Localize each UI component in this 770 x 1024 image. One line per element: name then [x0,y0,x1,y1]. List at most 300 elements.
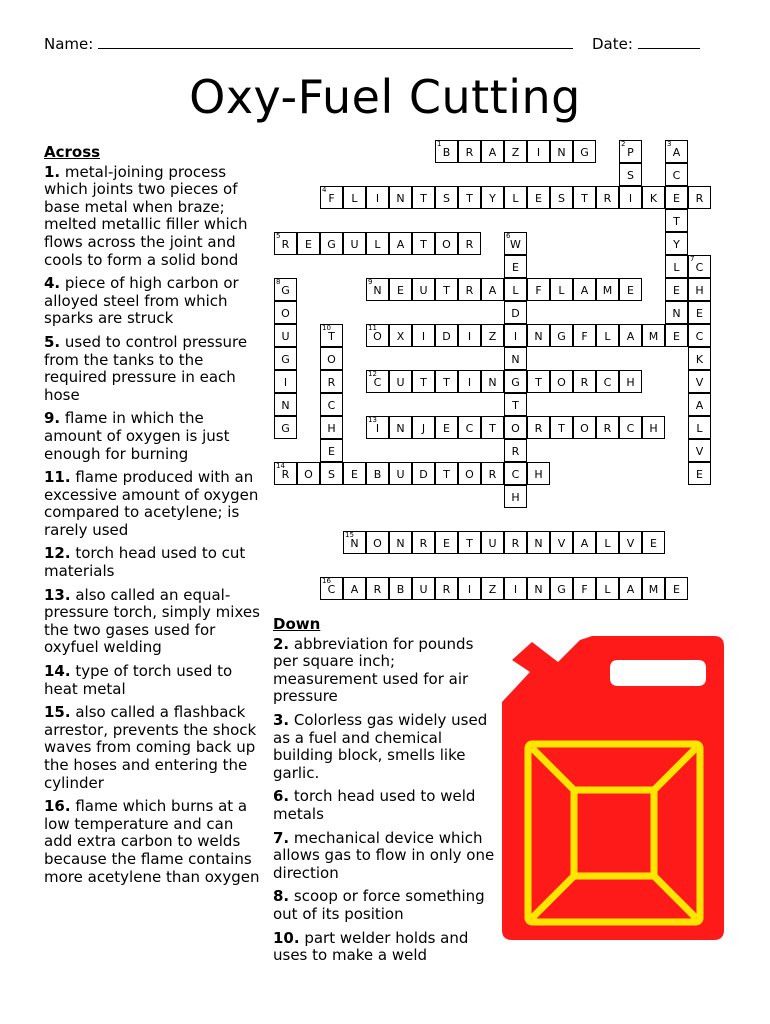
cell-letter: F [581,330,588,343]
grid-cell[interactable] [412,462,435,485]
grid-cell[interactable] [458,462,481,485]
cell-number: 1 [437,140,442,148]
cell-letter: R [281,238,290,251]
grid-cell[interactable] [504,232,527,255]
grid-cell[interactable] [504,531,527,554]
cell-number: 4 [322,186,327,194]
grid-cell[interactable] [274,370,297,393]
grid-cell[interactable] [688,347,711,370]
grid-cell[interactable] [619,577,642,600]
cell-letter: T [443,284,450,297]
grid-cell[interactable] [366,278,389,301]
grid-cell[interactable] [366,531,389,554]
cell-letter: U [419,284,428,297]
cell-letter: L [512,192,519,205]
grid-cell[interactable] [665,301,688,324]
grid-cell[interactable] [320,462,343,485]
cell-letter: A [488,284,497,297]
cell-letter: H [327,422,336,435]
cell-letter: E [535,192,542,205]
grid-cell[interactable] [596,278,619,301]
grid-cell[interactable] [596,186,619,209]
grid-cell[interactable] [412,577,435,600]
grid-cell[interactable] [274,232,297,255]
cell-letter: E [443,537,450,550]
across-clue-1 [44,164,266,270]
grid-cell[interactable] [527,324,550,347]
cell-letter: B [373,468,382,481]
cell-number: 10 [322,324,331,332]
grid-cell[interactable] [665,209,688,232]
grid-cell[interactable] [435,577,458,600]
grid-cell[interactable] [527,140,550,163]
grid-cell[interactable] [688,416,711,439]
grid-cell[interactable] [389,186,412,209]
cell-letter: H [695,284,704,297]
cell-letter: U [281,330,290,343]
grid-cell[interactable] [642,416,665,439]
cell-letter: T [443,468,450,481]
grid-cell[interactable] [366,186,389,209]
cell-letter: E [650,537,657,550]
cell-letter: R [603,422,612,435]
cell-letter: L [351,192,358,205]
grid-cell[interactable] [320,370,343,393]
down-clue-6 [273,788,495,823]
grid-cell[interactable] [274,301,297,324]
cell-letter: K [649,192,658,205]
cell-letter: O [281,307,290,320]
grid-cell[interactable] [619,416,642,439]
grid-cell[interactable] [481,416,504,439]
grid-cell[interactable] [550,577,573,600]
grid-cell[interactable] [619,370,642,393]
date-field[interactable] [592,34,700,53]
across-clues [44,144,266,892]
grid-cell[interactable] [458,140,481,163]
cell-number: 12 [368,370,377,378]
down-list [273,636,495,965]
cell-letter: N [557,146,566,159]
grid-cell[interactable] [343,462,366,485]
grid-cell[interactable] [320,186,343,209]
across-clue-9 [44,410,266,463]
cell-letter: E [673,583,680,596]
grid-cell[interactable] [458,531,481,554]
across-clue-14 [44,663,266,698]
cell-letter: P [627,146,634,159]
clue-number: 7. [273,828,290,847]
grid-cell[interactable] [481,278,504,301]
grid-cell[interactable] [389,416,412,439]
cell-letter: T [489,422,496,435]
cell-letter: R [465,146,474,159]
grid-cell[interactable] [320,232,343,255]
cell-letter: O [304,468,313,481]
cell-number: 14 [276,462,285,470]
grid-cell[interactable] [504,347,527,370]
grid-cell[interactable] [596,531,619,554]
clue-number: 4. [44,274,61,293]
grid-cell[interactable] [458,186,481,209]
cell-letter: T [466,192,473,205]
grid-cell[interactable] [527,278,550,301]
cell-letter: N [511,353,520,366]
grid-cell[interactable] [688,324,711,347]
grid-cell[interactable] [665,255,688,278]
grid-cell[interactable] [412,232,435,255]
grid-cell[interactable] [688,370,711,393]
cell-letter: E [696,307,703,320]
grid-cell[interactable] [274,324,297,347]
grid-cell[interactable] [527,531,550,554]
cell-letter: G [281,284,290,297]
grid-cell[interactable] [665,577,688,600]
clue-number: 2. [273,634,290,653]
grid-cell[interactable] [458,324,481,347]
grid-cell[interactable] [527,370,550,393]
grid-cell[interactable] [366,416,389,439]
jerrycan-handle-hole [610,660,706,686]
grid-cell[interactable] [343,232,366,255]
cell-letter: U [350,238,359,251]
grid-cell[interactable] [274,462,297,485]
cell-letter: G [327,238,336,251]
grid-cell[interactable] [366,324,389,347]
grid-cell[interactable] [573,140,596,163]
cell-letter: A [695,399,704,412]
cell-letter: V [695,445,704,458]
grid-cell[interactable] [504,416,527,439]
grid-cell[interactable] [389,370,412,393]
cell-number: 9 [368,278,373,286]
grid-cell[interactable] [435,232,458,255]
cell-letter: U [488,537,497,550]
cell-letter: T [535,376,542,389]
grid-cell[interactable] [435,140,458,163]
cell-letter: T [443,376,450,389]
grid-cell[interactable] [573,370,596,393]
grid-cell[interactable] [573,577,596,600]
cell-letter: A [672,146,681,159]
grid-cell[interactable] [458,278,481,301]
grid-cell[interactable] [458,370,481,393]
clue-number: 16. [44,797,71,816]
cell-letter: H [534,468,543,481]
grid-cell[interactable] [274,393,297,416]
cell-letter: O [327,353,336,366]
grid-cell[interactable] [688,278,711,301]
grid-cell[interactable] [573,278,596,301]
clue-number: 6. [273,787,290,806]
grid-cell[interactable] [504,577,527,600]
grid-cell[interactable] [665,324,688,347]
grid-cell[interactable] [389,278,412,301]
clue-text: also called a flashback arrestor, prevents the shock waves from coming back up the hoses and entering the cylinder [44,703,257,792]
grid-cell[interactable] [688,186,711,209]
cell-letter: R [327,376,336,389]
across-clue-5 [44,334,266,404]
cell-letter: O [373,537,382,550]
cell-letter: L [673,261,680,274]
cell-letter: E [443,422,450,435]
grid-cell[interactable] [320,416,343,439]
across-clue-13 [44,587,266,657]
grid-cell[interactable] [688,393,711,416]
grid-cell[interactable] [665,140,688,163]
cell-letter: A [396,238,405,251]
grid-cell[interactable] [481,577,504,600]
grid-cell[interactable] [665,232,688,255]
grid-cell[interactable] [458,416,481,439]
grid-cell[interactable] [619,324,642,347]
cell-letter: V [626,537,635,550]
down-clues [273,616,495,971]
cell-number: 15 [345,531,354,539]
grid-cell[interactable] [274,347,297,370]
grid-cell[interactable] [504,278,527,301]
cell-letter: L [604,537,611,550]
grid-cell[interactable] [573,324,596,347]
cell-letter: R [465,238,474,251]
grid-cell[interactable] [596,577,619,600]
cell-letter: R [442,583,451,596]
grid-cell[interactable] [642,186,665,209]
grid-cell[interactable] [389,232,412,255]
grid-cell[interactable] [435,324,458,347]
name-line[interactable] [98,34,573,49]
grid-cell[interactable] [412,324,435,347]
cell-letter: D [419,468,428,481]
grid-cell[interactable] [389,462,412,485]
cell-letter: U [419,583,428,596]
cell-letter: T [420,192,427,205]
cell-letter: C [695,261,704,274]
grid-cell[interactable] [619,186,642,209]
grid-cell[interactable] [504,140,527,163]
grid-cell[interactable] [550,278,573,301]
grid-cell[interactable] [366,370,389,393]
grid-cell[interactable] [550,186,573,209]
cell-letter: T [328,330,335,343]
grid-cell[interactable] [596,324,619,347]
cell-letter: E [512,261,519,274]
grid-cell[interactable] [435,416,458,439]
cell-letter: T [581,192,588,205]
cell-letter: O [442,238,451,251]
grid-cell[interactable] [389,531,412,554]
cell-letter: A [488,146,497,159]
grid-cell[interactable] [481,370,504,393]
cell-letter: O [465,468,474,481]
grid-cell[interactable] [688,255,711,278]
grid-cell[interactable] [504,255,527,278]
grid-cell[interactable] [481,531,504,554]
grid-cell[interactable] [642,531,665,554]
grid-cell[interactable] [435,186,458,209]
grid-cell[interactable] [389,577,412,600]
cell-letter: C [373,376,382,389]
cell-letter: L [374,238,381,251]
clue-number: 5. [44,332,61,351]
grid-cell[interactable] [527,577,550,600]
grid-cell[interactable] [320,577,343,600]
clue-number: 3. [273,710,290,729]
grid-cell[interactable] [412,370,435,393]
grid-cell[interactable] [504,186,527,209]
grid-cell[interactable] [504,324,527,347]
cell-letter: I [513,583,518,596]
cell-letter: M [648,583,659,596]
grid-cell[interactable] [366,577,389,600]
cell-letter: G [511,376,520,389]
grid-cell[interactable] [619,531,642,554]
grid-cell[interactable] [665,163,688,186]
grid-cell[interactable] [665,278,688,301]
grid-cell[interactable] [366,462,389,485]
grid-cell[interactable] [504,439,527,462]
grid-cell[interactable] [573,186,596,209]
cell-letter: E [328,445,335,458]
grid-cell[interactable] [435,531,458,554]
cell-letter: Z [488,583,497,596]
cell-letter: N [488,376,497,389]
grid-cell[interactable] [573,416,596,439]
grid-cell[interactable] [619,163,642,186]
clue-text: type of torch used to heat metal [44,662,233,698]
cell-letter: I [421,330,426,343]
grid-cell[interactable] [481,186,504,209]
grid-cell[interactable] [573,531,596,554]
grid-cell[interactable] [297,232,320,255]
cell-letter: A [580,284,589,297]
cell-letter: R [281,468,290,481]
cell-letter: C [465,422,474,435]
grid-cell[interactable] [504,462,527,485]
clue-text: flame produced with an excessive amount of oxygen compared to acetylene; is rarely used [44,468,259,539]
grid-cell[interactable] [550,324,573,347]
grid-cell[interactable] [642,324,665,347]
clue-text: abbreviation for pounds per square inch; measurement used for air pressure [273,634,474,706]
cell-letter: I [375,192,380,205]
grid-cell[interactable] [504,301,527,324]
clue-text: part welder holds and uses to make a weld [273,928,469,965]
grid-cell[interactable] [343,186,366,209]
cell-letter: I [283,376,288,389]
grid-cell[interactable] [274,416,297,439]
grid-cell[interactable] [320,324,343,347]
cell-letter: F [328,192,335,205]
cell-letter: E [673,330,680,343]
grid-cell[interactable] [619,140,642,163]
down-clue-7 [273,830,495,883]
cell-letter: R [373,583,382,596]
grid-cell[interactable] [412,186,435,209]
grid-cell[interactable] [435,278,458,301]
grid-cell[interactable] [504,485,527,508]
grid-cell[interactable] [458,232,481,255]
grid-cell[interactable] [527,416,550,439]
grid-cell[interactable] [527,462,550,485]
grid-cell[interactable] [412,278,435,301]
grid-cell[interactable] [642,577,665,600]
grid-cell[interactable] [688,439,711,462]
cell-letter: G [281,422,290,435]
grid-cell[interactable] [596,370,619,393]
grid-cell[interactable] [550,370,573,393]
cell-letter: E [397,284,404,297]
cell-letter: C [511,468,520,481]
grid-cell[interactable] [596,416,619,439]
grid-cell[interactable] [550,416,573,439]
grid-cell[interactable] [504,393,527,416]
grid-cell[interactable] [458,577,481,600]
grid-cell[interactable] [481,462,504,485]
cell-letter: A [350,583,359,596]
date-line[interactable] [638,34,700,49]
clue-text: scoop or force something out of its position [273,887,485,923]
date-label: Date: [592,35,633,53]
grid-cell[interactable] [274,278,297,301]
grid-cell[interactable] [550,140,573,163]
grid-cell[interactable] [435,462,458,485]
cell-number: 2 [621,140,626,148]
grid-cell[interactable] [527,186,550,209]
cell-letter: T [558,422,565,435]
grid-cell[interactable] [688,301,711,324]
cell-letter: G [557,330,566,343]
grid-cell[interactable] [688,462,711,485]
grid-cell[interactable] [412,531,435,554]
clue-text: also called an equal-pressure torch, simply mixes the two gases used for oxyfuel welding [44,585,260,657]
grid-cell[interactable] [343,577,366,600]
grid-cell[interactable] [297,462,320,485]
grid-cell[interactable] [389,324,412,347]
down-clue-10 [273,930,495,965]
cell-letter: N [534,537,543,550]
clue-text: flame in which the amount of oxygen is just enough for burning [44,409,230,463]
cell-letter: N [350,537,359,550]
cell-letter: A [580,537,589,550]
cell-letter: Y [489,192,496,205]
grid-cell[interactable] [550,531,573,554]
cell-letter: L [604,583,611,596]
cell-letter: R [419,537,428,550]
across-list [44,164,266,887]
grid-cell[interactable] [320,393,343,416]
clue-text: piece of high carbon or alloyed steel from which sparks are struck [44,274,239,328]
cell-letter: E [673,192,680,205]
name-field[interactable] [44,34,573,53]
grid-cell[interactable] [435,370,458,393]
grid-cell[interactable] [665,186,688,209]
grid-cell[interactable] [366,232,389,255]
grid-cell[interactable] [619,278,642,301]
grid-cell[interactable] [481,140,504,163]
grid-cell[interactable] [343,531,366,554]
grid-cell[interactable] [412,416,435,439]
grid-cell[interactable] [320,439,343,462]
cell-letter: N [396,192,405,205]
cell-letter: T [512,399,519,412]
cell-letter: O [557,376,566,389]
grid-cell[interactable] [320,347,343,370]
cell-letter: L [558,284,565,297]
grid-cell[interactable] [481,324,504,347]
grid-cell[interactable] [504,370,527,393]
clue-text: torch head used to cut materials [44,544,246,581]
clue-number: 9. [44,409,61,428]
